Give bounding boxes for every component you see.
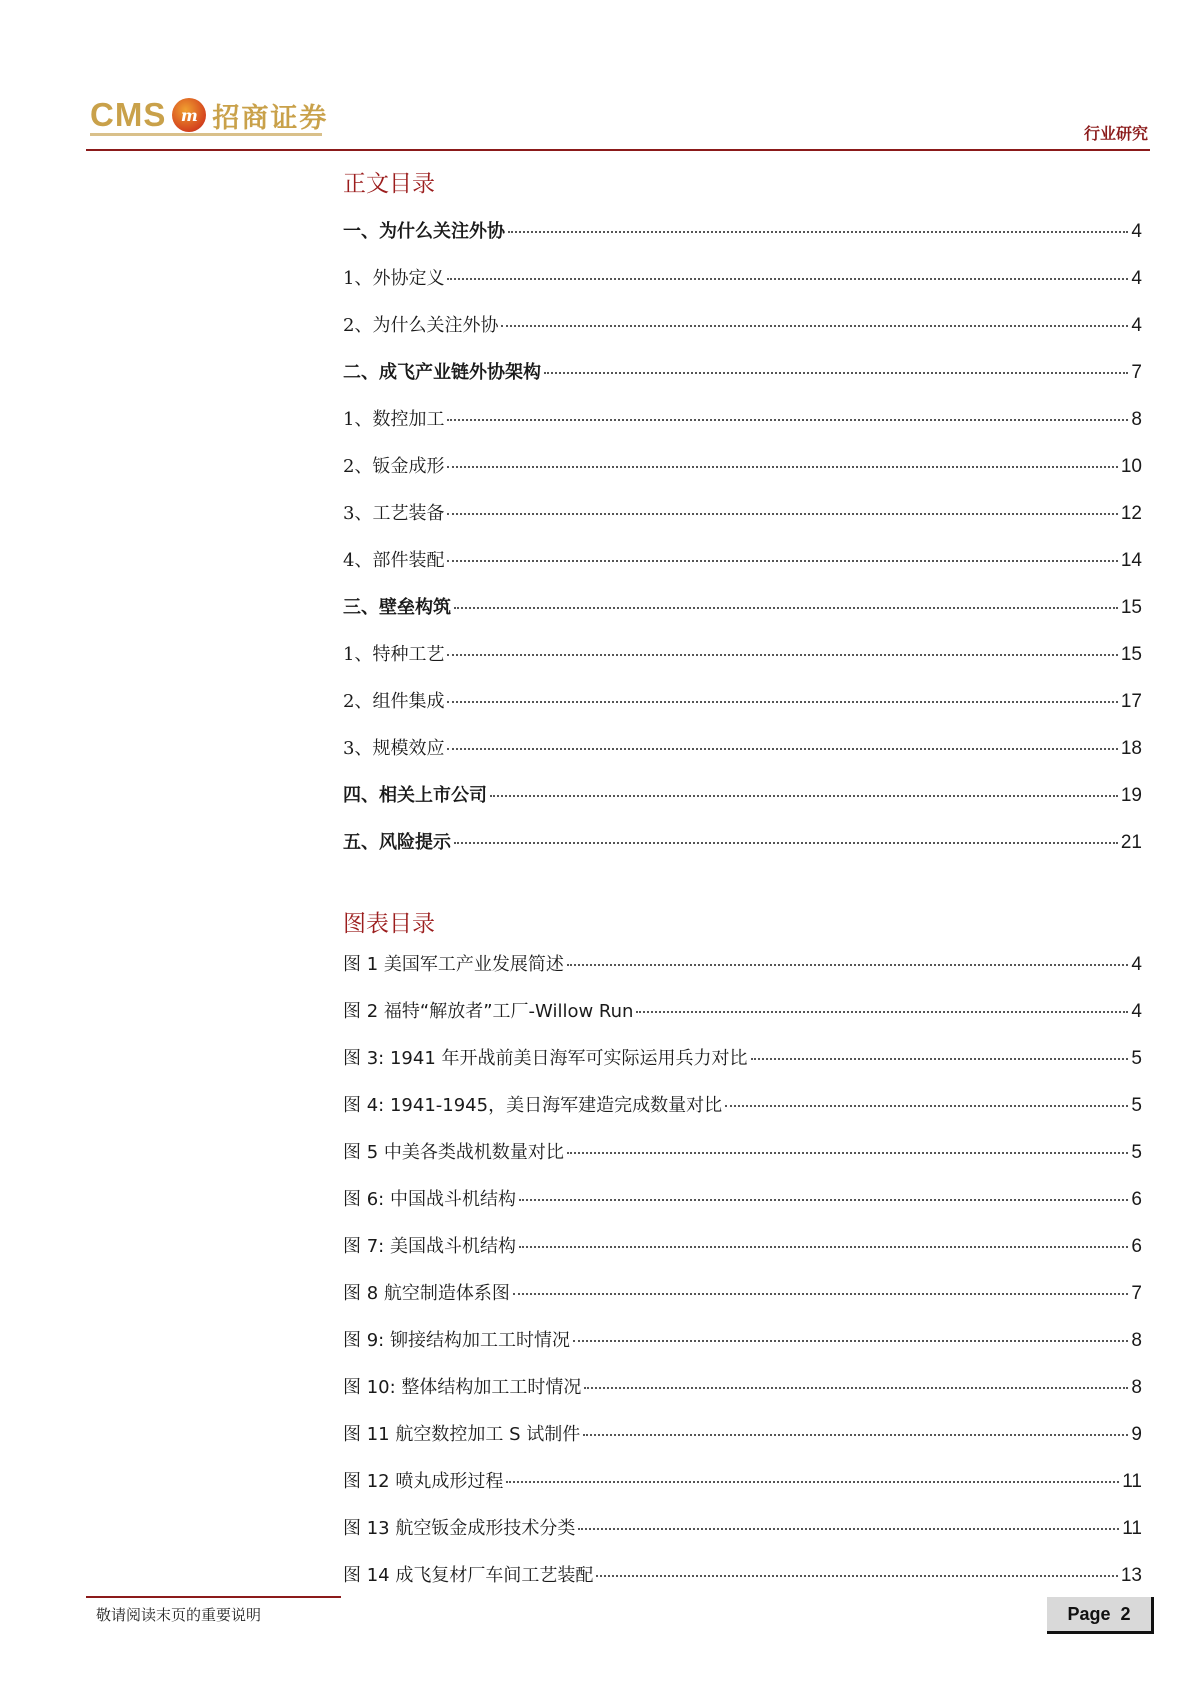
toc-entry-page: 8 <box>1131 409 1142 430</box>
toc-entry[interactable] <box>343 264 1142 311</box>
figure-entry-page: 7 <box>1131 1283 1142 1304</box>
toc-entry-label: 四、相关上市公司 <box>343 785 487 806</box>
figure-entry-page: 9 <box>1131 1424 1142 1445</box>
dot-leader <box>596 1575 1118 1577</box>
figure-entry[interactable] <box>343 1467 1142 1514</box>
figure-entry[interactable] <box>343 1420 1142 1467</box>
figure-entry-label: 图 2 福特“解放者”工厂-Willow Run <box>343 1001 634 1022</box>
cms-logo <box>90 92 328 138</box>
dot-leader <box>636 1011 1128 1013</box>
toc-entry[interactable] <box>343 217 1142 264</box>
dot-leader <box>584 1387 1128 1389</box>
figure-entry-page: 6 <box>1131 1236 1142 1257</box>
figure-list <box>343 950 1142 1608</box>
footer-disclaimer-note: 敬请阅读末页的重要说明 <box>96 1606 262 1624</box>
figure-entry-page: 11 <box>1122 1471 1142 1492</box>
figure-entry-page: 4 <box>1131 1001 1142 1022</box>
toc-entry[interactable] <box>343 828 1142 875</box>
dot-leader <box>501 325 1128 327</box>
header-divider <box>86 149 1150 151</box>
toc-entry-label: 3、规模效应 <box>343 738 445 759</box>
toc-entry-label: 1、特种工艺 <box>343 644 445 665</box>
dot-leader <box>447 701 1117 703</box>
toc-entry-page: 14 <box>1120 550 1142 571</box>
figure-entry-page: 5 <box>1131 1048 1142 1069</box>
toc-entry-label: 二、成飞产业链外协架构 <box>343 362 541 383</box>
logo-cms-text: CMS <box>90 96 167 133</box>
figure-entry-page: 5 <box>1131 1095 1142 1116</box>
toc-entry[interactable] <box>343 781 1142 828</box>
figure-entry[interactable] <box>343 1514 1142 1561</box>
figure-entry-label: 图 7: 美国战斗机结构 <box>343 1236 516 1257</box>
toc-entry-page: 12 <box>1120 503 1142 524</box>
footer-divider <box>86 1596 341 1598</box>
figure-entry[interactable] <box>343 1185 1142 1232</box>
dot-leader <box>506 1481 1119 1483</box>
dot-leader <box>490 795 1118 797</box>
figure-entry-label: 图 6: 中国战斗机结构 <box>343 1189 516 1210</box>
page-header <box>0 0 1200 160</box>
toc-title: 正文目录 <box>343 171 435 197</box>
page-number: 2 <box>1120 1603 1131 1624</box>
dot-leader <box>751 1058 1129 1060</box>
dot-leader <box>513 1293 1129 1295</box>
toc-entry[interactable] <box>343 499 1142 546</box>
dot-leader <box>447 560 1117 562</box>
figure-entry-label: 图 3: 1941 年开战前美日海军可实际运用兵力对比 <box>343 1048 748 1069</box>
dot-leader <box>544 372 1128 374</box>
toc-entry-page: 21 <box>1120 832 1142 853</box>
toc-entry-page: 17 <box>1120 691 1142 712</box>
dot-leader <box>447 748 1117 750</box>
toc-entry[interactable] <box>343 452 1142 499</box>
figure-entry-label: 图 9: 铆接结构加工工时情况 <box>343 1330 570 1351</box>
toc-entry-page: 19 <box>1120 785 1142 806</box>
dot-leader <box>519 1246 1128 1248</box>
figure-entry-label: 图 1 美国军工产业发展简述 <box>343 954 564 975</box>
toc-entry-label: 1、数控加工 <box>343 409 445 430</box>
dot-leader <box>725 1105 1128 1107</box>
dot-leader <box>567 964 1129 966</box>
figure-entry-page: 5 <box>1131 1142 1142 1163</box>
logo-mark-icon: m <box>172 98 206 132</box>
toc-entry-label: 3、工艺装备 <box>343 503 445 524</box>
dot-leader <box>447 654 1117 656</box>
toc-entry[interactable] <box>343 311 1142 358</box>
dot-leader <box>447 513 1117 515</box>
dot-leader <box>508 231 1128 233</box>
toc-entry-label: 2、组件集成 <box>343 691 445 712</box>
dot-leader <box>567 1152 1129 1154</box>
figure-entry-label: 图 8 航空制造体系图 <box>343 1283 510 1304</box>
figure-entry-label: 图 5 中美各类战机数量对比 <box>343 1142 564 1163</box>
toc-entry[interactable] <box>343 546 1142 593</box>
figure-entry[interactable] <box>343 1326 1142 1373</box>
figure-entry-page: 8 <box>1131 1377 1142 1398</box>
toc-entry-label: 一、为什么关注外协 <box>343 221 505 242</box>
dot-leader <box>454 607 1118 609</box>
page-label: Page <box>1067 1603 1111 1624</box>
figure-entry-page: 11 <box>1122 1518 1142 1539</box>
toc-entry-page: 18 <box>1120 738 1142 759</box>
figure-entry[interactable] <box>343 1091 1142 1138</box>
figure-entry-label: 图 4: 1941-1945，美日海军建造完成数量对比 <box>343 1095 723 1116</box>
toc-entry-label: 4、部件装配 <box>343 550 445 571</box>
figure-entry-page: 8 <box>1131 1330 1142 1351</box>
logo-company-name: 招商证券 <box>212 102 329 134</box>
toc-entry[interactable] <box>343 734 1142 781</box>
dot-leader <box>519 1199 1128 1201</box>
report-category: 行业研究 <box>1083 124 1148 143</box>
toc-entry-label: 三、壁垒构筑 <box>343 597 451 618</box>
figure-entry-label: 图 10: 整体结构加工工时情况 <box>343 1377 582 1398</box>
figure-list-title: 图表目录 <box>343 911 435 937</box>
figure-entry-page: 6 <box>1131 1189 1142 1210</box>
toc-entry-page: 7 <box>1131 362 1142 383</box>
page-number-box <box>1047 1597 1154 1634</box>
figure-entry[interactable] <box>343 1044 1142 1091</box>
toc-entry-page: 4 <box>1131 268 1142 289</box>
figure-entry[interactable] <box>343 950 1142 997</box>
dot-leader <box>573 1340 1128 1342</box>
toc-entry-page: 10 <box>1120 456 1142 477</box>
toc-entry-page: 15 <box>1120 597 1142 618</box>
dot-leader <box>454 842 1118 844</box>
dot-leader <box>447 466 1117 468</box>
toc-entry[interactable] <box>343 640 1142 687</box>
figure-entry[interactable] <box>343 997 1142 1044</box>
figure-entry-label: 图 14 成飞复材厂车间工艺装配 <box>343 1565 594 1586</box>
toc-entry[interactable] <box>343 358 1142 405</box>
toc-entry-page: 4 <box>1131 315 1142 336</box>
toc-entry-label: 2、钣金成形 <box>343 456 445 477</box>
toc-entry[interactable] <box>343 593 1142 640</box>
figure-entry[interactable] <box>343 1561 1142 1608</box>
figure-entry-page: 13 <box>1120 1565 1142 1586</box>
dot-leader <box>583 1434 1128 1436</box>
toc-entry[interactable] <box>343 687 1142 734</box>
figure-entry-label: 图 11 航空数控加工 S 试制件 <box>343 1424 581 1445</box>
toc-entry-page: 15 <box>1120 644 1142 665</box>
figure-entry-label: 图 13 航空钣金成形技术分类 <box>343 1518 576 1539</box>
figure-entry[interactable] <box>343 1232 1142 1279</box>
logo-underline <box>90 133 322 136</box>
toc-entry-label: 五、风险提示 <box>343 832 451 853</box>
figure-entry[interactable] <box>343 1373 1142 1420</box>
toc-list <box>343 217 1142 875</box>
toc-entry[interactable] <box>343 405 1142 452</box>
figure-entry[interactable] <box>343 1279 1142 1326</box>
dot-leader <box>447 278 1128 280</box>
toc-entry-page: 4 <box>1131 221 1142 242</box>
figure-entry[interactable] <box>343 1138 1142 1185</box>
figure-entry-page: 4 <box>1131 954 1142 975</box>
toc-entry-label: 2、为什么关注外协 <box>343 315 499 336</box>
dot-leader <box>578 1528 1119 1530</box>
dot-leader <box>447 419 1128 421</box>
figure-entry-label: 图 12 喷丸成形过程 <box>343 1471 504 1492</box>
toc-entry-label: 1、外协定义 <box>343 268 445 289</box>
